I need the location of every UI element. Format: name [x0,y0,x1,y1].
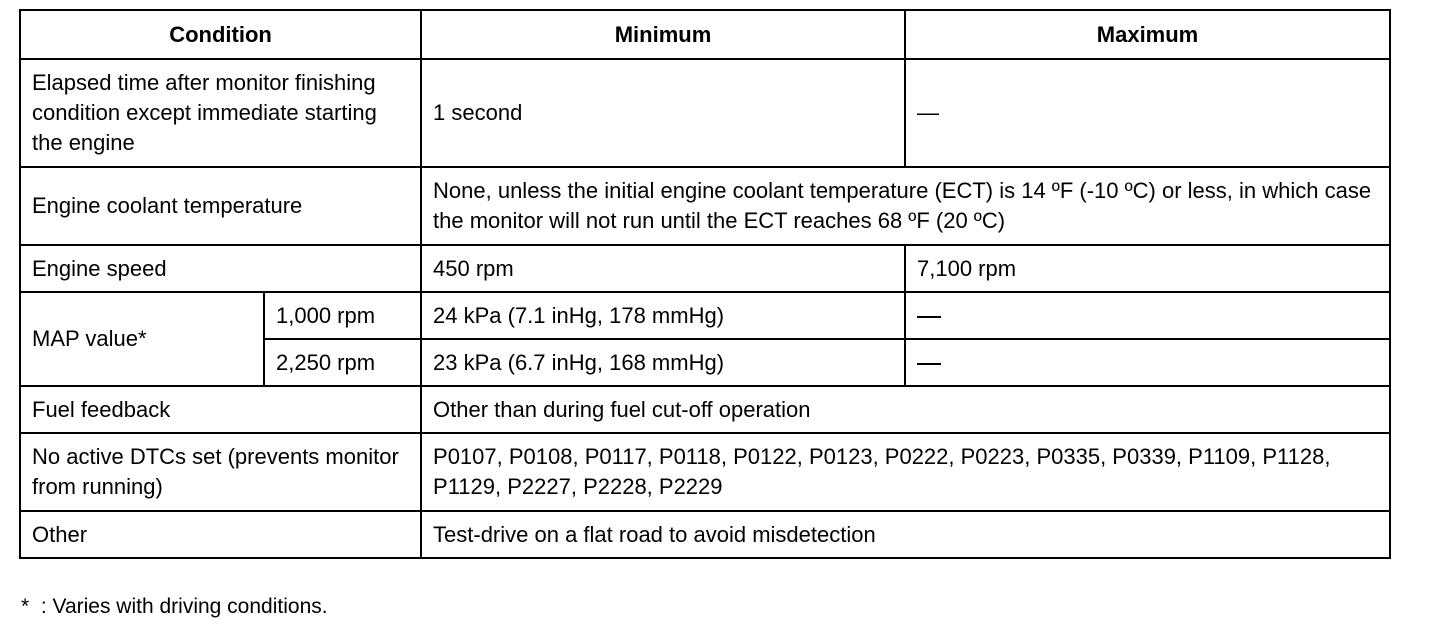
condition-cell: Other [20,511,421,558]
maximum-cell [905,292,1390,339]
maximum-cell [905,339,1390,386]
dash-mark [917,316,941,318]
condition-cell: Engine speed [20,245,421,292]
rpm-subcell: 1,000 rpm [264,292,421,339]
condition-cell: MAP value* [20,292,264,386]
minimum-cell: 450 rpm [421,245,905,292]
minimum-cell: 24 kPa (7.1 inHg, 178 mmHg) [421,292,905,339]
condition-cell: Engine coolant temperature [20,167,421,245]
value-cell: P0107, P0108, P0117, P0118, P0122, P0123, P0222, P0223, P0335, P0339, P1109, P1128, P1129, P2227, P2228, P2229 [421,433,1390,511]
table-row [20,511,1390,558]
condition-cell: Elapsed time after monitor finishing condition except immediate starting the engine [20,59,421,167]
table-row [20,292,1390,339]
header-minimum: Minimum [421,10,905,59]
table-header-row [20,10,1390,59]
minimum-cell: 1 second [421,59,905,167]
footnote: * : Varies with driving conditions. [21,595,328,618]
table-row [20,245,1390,292]
table-row [20,433,1390,511]
dash-mark [917,363,941,365]
condition-cell: Fuel feedback [20,386,421,433]
conditions-table [19,9,1391,559]
table-row [20,386,1390,433]
maximum-cell: 7,100 rpm [905,245,1390,292]
condition-cell: No active DTCs set (prevents monitor from running) [20,433,421,511]
header-condition: Condition [20,10,421,59]
rpm-subcell: 2,250 rpm [264,339,421,386]
value-cell: Test-drive on a flat road to avoid misdetection [421,511,1390,558]
value-cell: None, unless the initial engine coolant temperature (ECT) is 14 ºF (-10 ºC) or less, in which case the monitor will not run until the ECT reaches 68 ºF (20 ºC) [421,167,1390,245]
table-row [20,59,1390,167]
maximum-cell: — [905,59,1390,167]
header-maximum: Maximum [905,10,1390,59]
table-row [20,167,1390,245]
value-cell: Other than during fuel cut-off operation [421,386,1390,433]
minimum-cell: 23 kPa (6.7 inHg, 168 mmHg) [421,339,905,386]
